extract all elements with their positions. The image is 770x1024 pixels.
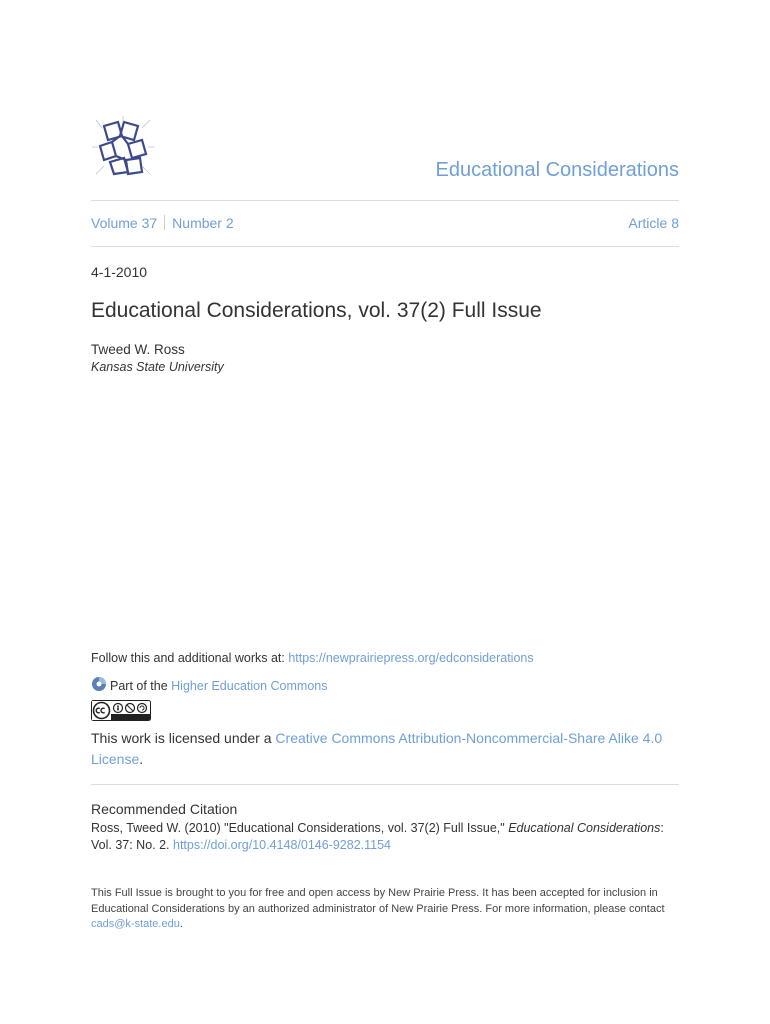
publication-date: 4-1-2010 — [91, 264, 148, 280]
citation-heading: Recommended Citation — [91, 801, 238, 817]
document-title: Educational Considerations, vol. 37(2) Full Issue — [91, 299, 542, 322]
follow-line — [91, 651, 534, 665]
commons-link[interactable]: Higher Education Commons — [171, 679, 328, 693]
license-link[interactable]: Creative Commons Attribution-Noncommercial-Share Alike 4.0 License — [91, 730, 663, 767]
citation-journal: Educational Considerations — [508, 821, 661, 835]
citation-text — [91, 820, 681, 854]
license-statement — [91, 728, 681, 770]
journal-title[interactable]: Educational Considerations — [435, 159, 679, 181]
divider — [91, 784, 679, 785]
separator — [164, 215, 165, 230]
access-footer — [91, 886, 681, 933]
citation-before: Ross, Tweed W. (2010) "Educational Considerations, vol. 37(2) Full Issue," — [91, 821, 509, 835]
footer-text: This Full Issue is brought to you for free and open access by New Prairie Press. It has been accepted for inclusion in Educational Considerations by an authorized administrator of New Prairie Press. For more information, please contact — [91, 887, 665, 915]
doi-link[interactable]: https://doi.org/10.4148/0146-9282.1154 — [173, 838, 391, 852]
divider — [91, 246, 679, 247]
license-suffix: . — [139, 751, 144, 767]
divider — [91, 200, 679, 201]
contact-email-link[interactable]: cads@k-state.edu — [91, 918, 180, 930]
author-affiliation: Kansas State University — [91, 360, 224, 374]
license-prefix: This work is licensed under a — [91, 730, 276, 746]
cc-license-icon[interactable] — [91, 700, 151, 721]
author-name: Tweed W. Ross — [91, 342, 185, 357]
network-pie-icon — [91, 676, 107, 692]
part-of-line — [91, 676, 327, 693]
repository-link[interactable]: https://newprairiepress.org/edconsiderations — [288, 651, 534, 665]
citation-after: : Vol. 37: No. 2. — [91, 821, 664, 852]
issue-meta-row — [91, 215, 679, 231]
part-of-prefix: Part of the — [110, 679, 172, 693]
footer-end: . — [179, 918, 183, 930]
press-logo-icon — [92, 116, 154, 178]
volume-link[interactable]: Volume 37 — [91, 215, 158, 231]
follow-prefix: Follow this and additional works at: — [91, 651, 289, 665]
article-link[interactable]: Article 8 — [628, 215, 679, 231]
number-link[interactable]: Number 2 — [172, 215, 234, 231]
